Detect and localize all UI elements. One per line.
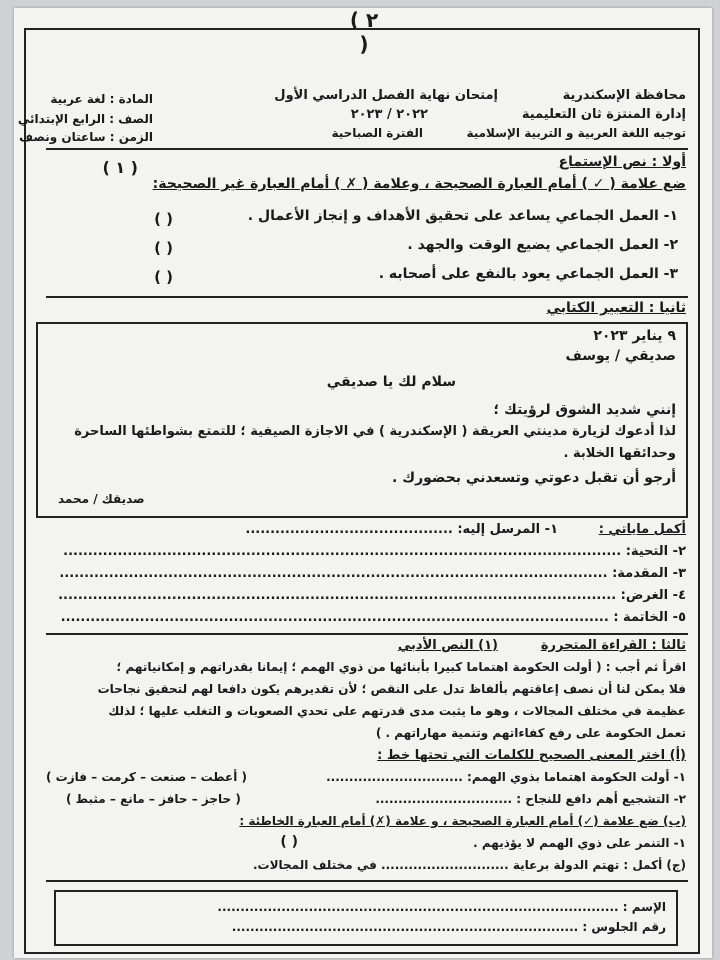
section1-item-3: ٣- العمل الجماعي يعود بالنفع على أصحابه . <box>378 266 678 282</box>
student-info-box <box>54 890 678 946</box>
page-frame <box>17 28 700 954</box>
passage-line-2: فلا يمكن لنا أن نصف إعاقتهم بألفاظ تدل على النقص ؛ لأن تقديرهم يكون دافعا لهم لتحقيق نجاحات <box>97 682 686 696</box>
header-period: الفترة الصباحية <box>331 126 423 140</box>
header-time: الزمن : ساعتان ونصف <box>19 130 153 144</box>
section3-title: ثالثا : القراءة المتحررة <box>540 638 686 653</box>
seat-number-field[interactable]: رقم الجلوس : ............................................................................ <box>231 920 666 934</box>
question-a-options-2: ( حاجز – حافز – مانع – مثبط ) <box>66 792 241 806</box>
page-number: ( ٢ ) <box>349 8 379 56</box>
letter-recipient: صديقي / يوسف <box>565 348 676 364</box>
letter-line-3: وحدائقها الخلابة . <box>563 446 676 461</box>
header-administration: إدارة المنتزة ثان التعليمية <box>521 107 686 122</box>
header-year: ٢٠٢٢ / ٢٠٢٣ <box>350 107 428 122</box>
letter-line-4: أرجو أن تقبل دعوتي وتسعدني بحضورك . <box>392 470 676 486</box>
student-name-field[interactable]: الإسم : ........................................................................................ <box>217 900 666 914</box>
header-grade: الصف : الرابع الإبتدائي <box>17 112 153 126</box>
section3-subtitle: (١) النص الأدبي <box>397 638 498 653</box>
answer-bracket-2[interactable]: ( ) <box>154 239 173 257</box>
field-recipient[interactable]: ١- المرسل إليه: .......................................... <box>245 522 558 537</box>
letter-date: ٩ يناير ٢٠٢٣ <box>593 328 676 344</box>
field-closing[interactable]: ٥- الخاتمة : ............................................................................................................... <box>60 610 686 625</box>
section1-title: أولا : نص الإستماع <box>558 154 686 170</box>
section1-number: ( ١ ) <box>102 158 138 177</box>
letter-box <box>36 322 688 518</box>
passage-line-3: عظيمة في مختلف المجالات ، وهو ما يثبت مدى قدرتهم على تحدي الصعوبات و التغلب عليها ؛ لذلك <box>108 704 686 718</box>
question-a-item-2[interactable]: ٢- التشجيع أهم دافع للنجاح : .............................. <box>375 792 686 806</box>
letter-line-1: إنني شديد الشوق لرؤيتك ؛ <box>493 402 676 418</box>
complete-label: أكمل ماياتي : <box>598 522 686 537</box>
section1-instruction: ضع علامة ( ✓ ) أمام العبارة الصحيحة ، وعلامة ( ✗ ) أمام العبارة غير الصحيحة: <box>152 176 686 192</box>
question-a-options-1: ( أعطت – صنعت – كرمت – فازت ) <box>46 770 247 784</box>
question-b-item-1: ١- التنمر على ذوي الهمم لا يؤذيهم . <box>473 836 686 850</box>
passage-line-1: اقرأ ثم أجب : ( أولت الحكومة اهتماما كبيرا بأبنائها من ذوي الهمم ؛ إيمانا بقدراتهم و إمكانياتهم ؛ <box>116 660 686 674</box>
header-governorate: محافظة الإسكندرية <box>562 88 686 103</box>
question-b: (ب) ضع علامة (✓) أمام العبارة الصحيحة ، و علامة (✗) أمام العبارة الخاطئة : <box>239 814 686 828</box>
question-c[interactable]: (ج) أكمل : تهتم الدولة برعاية ............................ في مختلف المجالات. <box>252 858 686 872</box>
question-a-item-1[interactable]: ١- أولت الحكومة اهتماما بذوي الهمم: .............................. <box>326 770 686 784</box>
section1-item-1: ١- العمل الجماعي يساعد على تحقيق الأهداف و إنجاز الأعمال . <box>247 208 678 224</box>
section1-divider <box>46 296 688 298</box>
header-exam-title: إمتحان نهاية الفصل الدراسي الأول <box>274 88 498 103</box>
header-subject: المادة : لغة عربية <box>50 92 153 106</box>
letter-signature: صديقك / محمد <box>58 492 145 506</box>
header-divider <box>46 148 688 150</box>
header-guidance: توجيه اللغة العربية و التربية الإسلامية <box>466 126 686 140</box>
field-purpose[interactable]: ٤- الغرض: ................................................................................................................. <box>58 588 686 603</box>
passage-line-4: تعمل الحكومة على رفع كفاءاتهم وتنمية مهاراتهم . ) <box>375 726 686 740</box>
question-b-bracket[interactable]: ( ) <box>280 834 298 850</box>
letter-line-2: لذا أدعوك لزيارة مدينتي العريقة ( الإسكندرية ) في الاجازة الصيفية ؛ للتمتع بشواطئها الساحرة <box>74 424 676 439</box>
section2-divider <box>46 633 688 635</box>
section3-divider <box>46 880 688 882</box>
answer-bracket-3[interactable]: ( ) <box>154 268 173 286</box>
section1-item-2: ٢- العمل الجماعي يضيع الوقت والجهد . <box>407 237 678 253</box>
question-a: (أ) اختر المعنى الصحيح للكلمات التي تحتها خط : <box>377 748 686 763</box>
letter-greeting: سلام لك يا صديقي <box>326 374 456 390</box>
field-greeting[interactable]: ٢- التحية: ................................................................................................................. <box>63 544 686 559</box>
section2-title: ثانيا : التعبير الكتابي <box>546 300 686 316</box>
field-introduction[interactable]: ٣- المقدمة: ............................................................................................................... <box>59 566 686 581</box>
answer-bracket-1[interactable]: ( ) <box>154 210 173 228</box>
exam-page <box>14 8 712 958</box>
